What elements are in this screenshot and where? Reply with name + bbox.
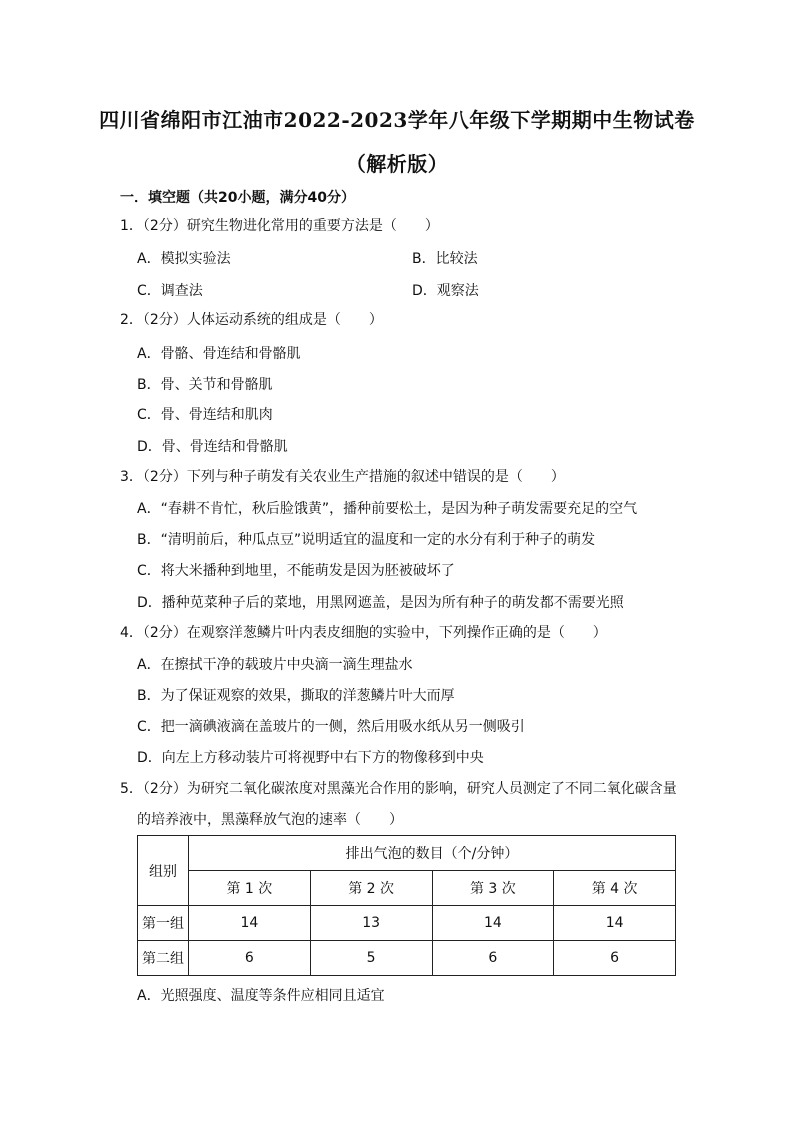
page-subtitle: （解析版） bbox=[345, 152, 449, 176]
page-title: 四川省绵阳市江油市2022-2023学年八年级下学期期中生物试卷 bbox=[99, 108, 695, 132]
table-row-label: 第一组 bbox=[138, 906, 189, 941]
question-4-option-d: D．向左上方移动装片可将视野中右下方的物像移到中央 bbox=[137, 750, 484, 766]
bubble-count-table bbox=[137, 835, 676, 976]
question-2-option-c: C．骨、骨连结和肌肉 bbox=[137, 407, 273, 423]
question-5-stem: 5．（2分）为研究二氧化碳浓度对黑藻光合作用的影响，研究人员测定了不同二氧化碳含量 bbox=[120, 781, 677, 797]
question-3-option-d: D．播种苋菜种子后的菜地，用黑网遮盖，是因为所有种子的萌发都不需要光照 bbox=[137, 595, 624, 611]
table-cell: 6 bbox=[432, 941, 554, 976]
question-1-stem: 1．（2分）研究生物进化常用的重要方法是（ ） bbox=[120, 218, 439, 234]
question-1-option-b: B．比较法 bbox=[412, 251, 478, 267]
question-4-option-b: B．为了保证观察的效果，撕取的洋葱鳞片叶大而厚 bbox=[137, 688, 455, 704]
question-1-option-a: A．模拟实验法 bbox=[137, 251, 231, 267]
table-header-group: 组别 bbox=[138, 836, 189, 906]
table-cell: 14 bbox=[554, 906, 676, 941]
question-5-option-a: A．光照强度、温度等条件应相同且适宜 bbox=[137, 988, 385, 1004]
question-2-option-d: D．骨、骨连结和骨骼肌 bbox=[137, 439, 288, 455]
table-row-label: 第二组 bbox=[138, 941, 189, 976]
table-cell: 14 bbox=[189, 906, 311, 941]
table-row bbox=[138, 906, 676, 941]
table-cell: 13 bbox=[310, 906, 432, 941]
question-3-option-c: C．将大米播种到地里，不能萌发是因为胚被破坏了 bbox=[137, 563, 455, 579]
table-row bbox=[138, 941, 676, 976]
table-header-main: 排出气泡的数目（个/分钟） bbox=[189, 836, 676, 871]
table-column-header: 第 1 次 bbox=[189, 871, 311, 906]
table-column-header: 第 4 次 bbox=[554, 871, 676, 906]
question-2-stem: 2．（2分）人体运动系统的组成是（ ） bbox=[120, 312, 383, 328]
question-1-option-c: C．调查法 bbox=[137, 283, 203, 299]
table-column-header: 第 2 次 bbox=[310, 871, 432, 906]
table-cell: 5 bbox=[310, 941, 432, 976]
question-3-option-b: B．“清明前后，种瓜点豆”说明适宜的温度和一定的水分有利于种子的萌发 bbox=[137, 532, 596, 548]
question-4-option-c: C．把一滴碘液滴在盖玻片的一侧，然后用吸水纸从另一侧吸引 bbox=[137, 719, 525, 735]
question-2-option-b: B．骨、关节和骨骼肌 bbox=[137, 377, 273, 393]
question-1-option-d: D．观察法 bbox=[412, 283, 479, 299]
question-3-option-a: A．“春耕不肯忙，秋后脸饿黄”，播种前要松土，是因为种子萌发需要充足的空气 bbox=[137, 501, 638, 517]
table-column-header: 第 3 次 bbox=[432, 871, 554, 906]
section-heading: 一．填空题（共20小题，满分40分） bbox=[120, 190, 355, 206]
question-3-stem: 3．（2分）下列与种子萌发有关农业生产措施的叙述中错误的是（ ） bbox=[120, 469, 565, 485]
question-4-option-a: A．在擦拭干净的载玻片中央滴一滴生理盐水 bbox=[137, 657, 413, 673]
table-cell: 14 bbox=[432, 906, 554, 941]
question-2-option-a: A．骨骼、骨连结和骨骼肌 bbox=[137, 346, 301, 362]
question-5-stem-continued: 的培养液中，黑藻释放气泡的速率（ ） bbox=[137, 812, 403, 828]
question-4-stem: 4．（2分）在观察洋葱鳞片叶内表皮细胞的实验中，下列操作正确的是（ ） bbox=[120, 625, 607, 641]
table-cell: 6 bbox=[554, 941, 676, 976]
table-cell: 6 bbox=[189, 941, 311, 976]
